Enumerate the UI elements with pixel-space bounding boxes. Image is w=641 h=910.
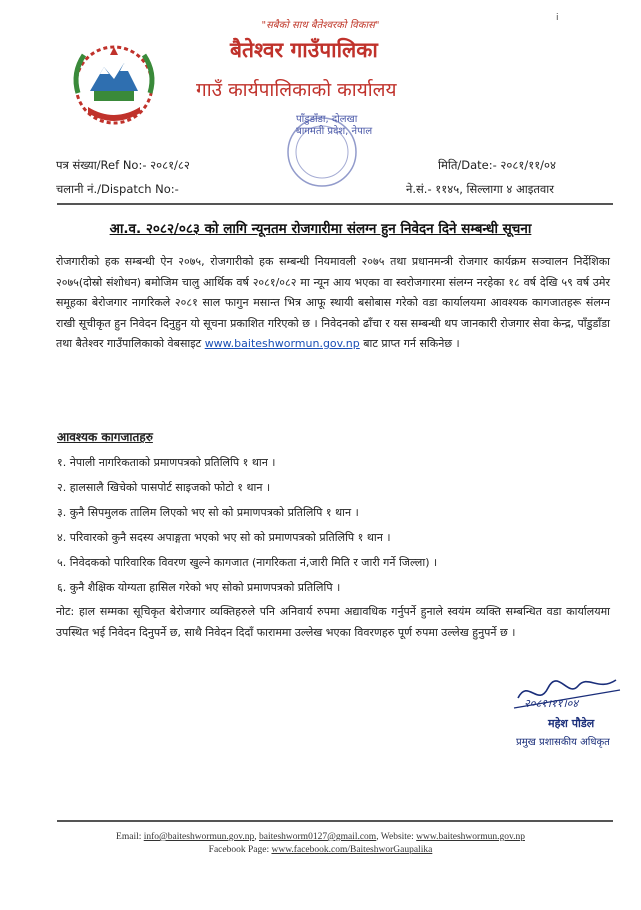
page-mark: i	[556, 13, 559, 23]
header-divider	[57, 203, 613, 205]
list-item: ४. परिवारको कुनै सदस्य अपाङ्गता भएको भए सो को प्रमाणपत्रको प्रतिलिपि १ थान ।	[57, 531, 391, 544]
address-line-1: पाँडुडाँडा, दोलखा	[296, 114, 358, 125]
signatory-title: प्रमुख प्रशासकीय अधिकृत	[516, 737, 610, 748]
organization-name: बैतेश्वर गाउँपालिका	[230, 38, 378, 62]
footer-website-link[interactable]: www.baiteshwormun.gov.np	[416, 832, 525, 842]
documents-title: आवश्यक कागजातहरु	[57, 430, 153, 444]
letter-date: मिति/Date:- २०८१/११/०४	[438, 158, 557, 172]
list-item: १. नेपाली नागरिकताको प्रमाणपत्रको प्रतिलिपि १ थान ।	[57, 456, 276, 469]
website-link[interactable]: www.baiteshwormun.gov.np	[204, 337, 360, 350]
list-item: २. हालसालै खिचेको पासपोर्ट साइजको फोटो १ थान ।	[57, 481, 271, 494]
documents-list	[57, 450, 617, 600]
footer-facebook	[0, 845, 641, 855]
notice-paragraph: रोजगारीको हक सम्बन्धी ऐन २०७५, रोजगारीको हक सम्बन्धी नियमावली २०७५ तथा प्रधानमन्त्री रोजगार कार्यक्रम सञ्चालन निर्देशिका २०७५(दोस्रो संशोधन) बमोजिम चालु आर्थिक वर्ष २०८१/०८२ मा न्यून आय भएका वा स्वरोजगारमा संलग्न नरहेका १८ वर्ष देखि ५९ वर्ष उमेर समूहका बेरोजगार नागरिकले २०८१ साल फागुन मसान्त भित्र आफू स्थायी बसोबास गरेको वडा कार्यालयमा आवश्यक कागजातहरू संलग्न राखी सूचीकृत हुन निवेदन दिनुहुन यो सूचना प्रकाशित गरिएको छ । निवेदनको ढाँचा र यस सम्बन्धी थप जानकारी रोजगार सेवा केन्द्र, पाँडुडाँडा तथा बैतेश्वर गाउँपालिकाको वेबसाइट	[56, 255, 610, 350]
list-item: ५. निवेदकको पारिवारिक विवरण खुल्ने कागजात (नागरिकता नं,जारी मिति र जारी गर्ने जिल्ला) ।	[57, 556, 438, 569]
nepal-sambat-date: ने.सं.- ११४५, सिल्लागा ४ आइतवार	[406, 182, 554, 196]
footer-contact: Email: info@baiteshwormun.gov.np, baiteshworm0127@gmail.com, Website: www.baiteshwormun.gov.np	[116, 832, 525, 842]
slogan: "सबैको साथ बैतेश्वरको विकास"	[261, 20, 380, 31]
list-item: ३. कुनै सिपमुलक तालिम लिएको भए सो को प्रमाणपत्रको प्रतिलिपि १ थान ।	[57, 506, 359, 519]
footer-divider	[57, 820, 613, 822]
notice-note: नोट: हाल सम्मका सूचिकृत बेरोजगार व्यक्तिहरुले पनि अनिवार्य रुपमा अद्यावधिक गर्नुपर्ने हुनाले स्वयंम व्यक्ति सम्बन्धित वडा कार्यालयमा उपस्थित भई निवेदन दिनुपर्ने छ, साथै निवेदन दिदाँ फाराममा उल्लेख भएका विवरणहरु पूर्ण रुपमा उल्लेख हुनुपर्ने छ ।	[56, 605, 610, 639]
notice-paragraph-end: बाट प्राप्त गर्न सकिनेछ ।	[363, 337, 460, 350]
government-emblem-icon	[64, 33, 164, 131]
office-name: गाउँ कार्यपालिकाको कार्यालय	[196, 79, 397, 101]
website-label: Website:	[380, 832, 414, 842]
dispatch-number: चलानी नं./Dispatch No:-	[56, 182, 179, 196]
facebook-link[interactable]: www.facebook.com/BaiteshworGaupalika	[271, 845, 433, 855]
signature-icon	[508, 668, 628, 720]
list-item: ६. कुनै शैक्षिक योग्यता हासिल गरेको भए सोको प्रमाणपत्रको प्रतिलिपि ।	[57, 581, 341, 594]
email-label: Email:	[116, 832, 142, 842]
email-link-1[interactable]: info@baiteshwormun.gov.np	[143, 832, 255, 842]
signatory-name: महेश पौडेल	[548, 717, 595, 730]
email-link-2[interactable]: baiteshworm0127@gmail.com	[259, 832, 377, 842]
notice-heading: आ.व. २०८२/०८३ को लागि न्यूनतम रोजगारीमा संलग्न हुन निवेदन दिने सम्बन्धी सूचना	[109, 221, 532, 237]
facebook-label: Facebook Page:	[208, 845, 270, 855]
address-line-2: बागमती प्रदेश, नेपाल	[296, 126, 373, 137]
signature-date: २०८१।११।०४	[524, 697, 579, 710]
ref-number: पत्र संख्या/Ref No:- २०८१/८२	[56, 158, 190, 172]
office-address	[296, 114, 372, 138]
notice-body	[56, 252, 610, 355]
